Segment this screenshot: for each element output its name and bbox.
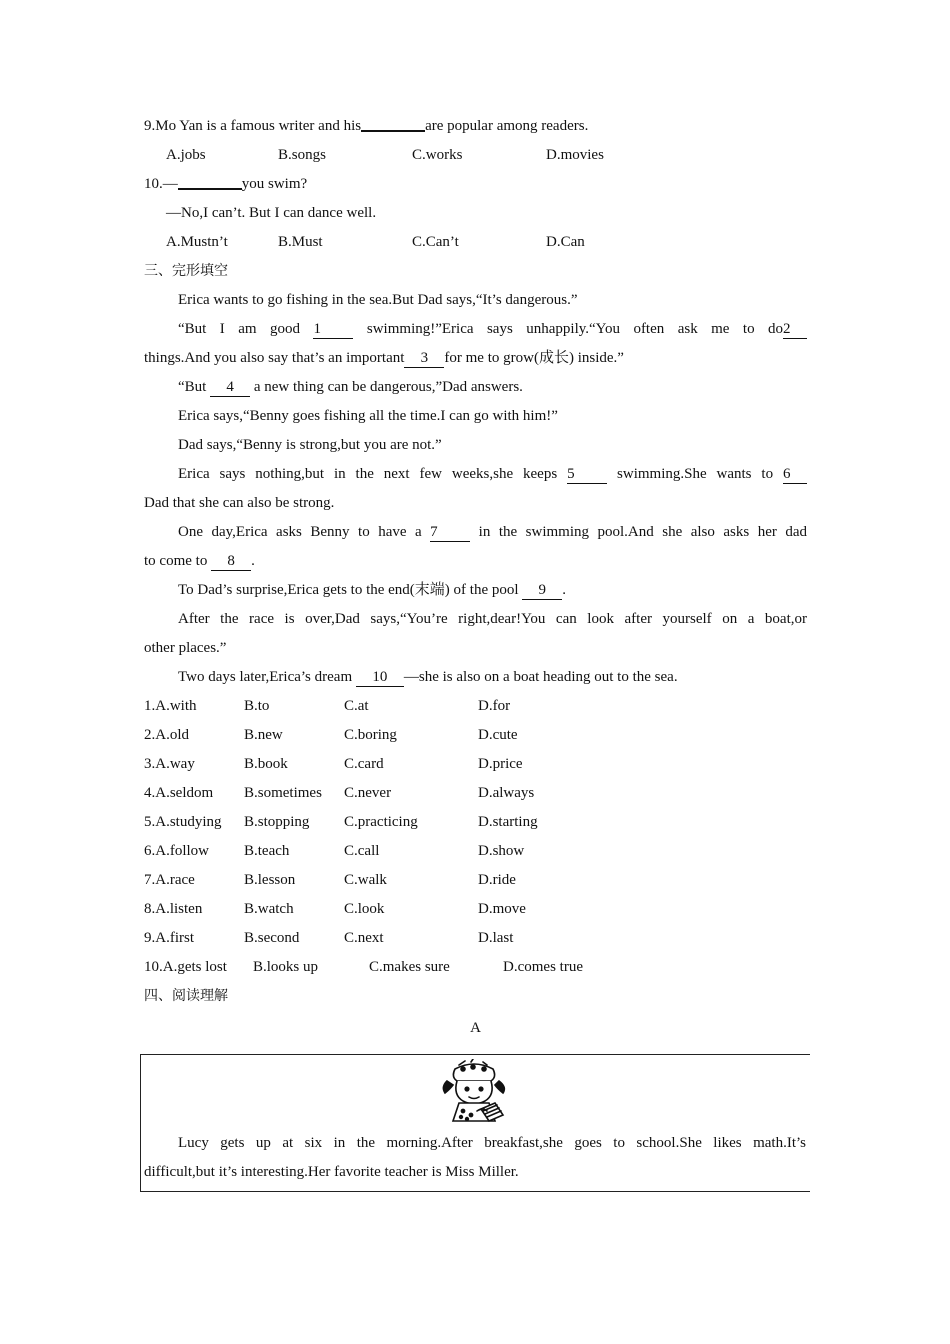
cloze-paragraph-4: Erica says,“Benny goes fishing all the time.I can go with him!” xyxy=(178,408,558,424)
blank-3: 3 xyxy=(404,349,444,368)
cloze-paragraph-2: “But I am good 1 swimming!”Erica says unhappily.“You often ask me to do2 xyxy=(144,315,807,344)
cloze-paragraph-8: To Dad’s surprise,Erica gets to the end(末端) of the pool 9 . xyxy=(178,582,567,598)
cloze-paragraph-7: One day,Erica asks Benny to have a 7 in the swimming pool.And she also asks her dad xyxy=(178,524,808,540)
blank-4: 4 xyxy=(210,378,250,397)
option-a: A.Mustn’t xyxy=(166,234,228,250)
answer-row-2: 2.A.old B.new C.boring D.cute xyxy=(144,727,518,743)
answer-row-1: 1.A.with B.to C.at D.for xyxy=(144,698,511,714)
option-c: C.Can’t xyxy=(412,234,459,250)
answer-blank xyxy=(178,174,242,190)
question-10-options xyxy=(144,228,807,257)
cloze-paragraph-7-cont: to come to 8 . xyxy=(144,553,255,569)
option-d: D.Can xyxy=(546,234,585,250)
blank-5: 5 xyxy=(567,465,607,484)
reading-passage-box xyxy=(140,1054,810,1192)
cloze-paragraph-9: After the race is over,Dad says,“You’re right,dear!You can look after yourself on a boat,or xyxy=(178,611,807,627)
passage-line-2: difficult,but it’s interesting.Her favorite teacher is Miss Miller. xyxy=(144,1164,519,1180)
worksheet-page xyxy=(144,112,807,1046)
cloze-paragraph-6: Erica says nothing,but in the next few weeks,she keeps 5 swimming.She wants to 6 xyxy=(144,460,807,489)
answer-row-10: 10.A.gets lost B.looks up C.makes sure D.comes true xyxy=(144,959,583,975)
passage-line-1: Lucy gets up at six in the morning.After breakfast,she goes to school.She likes math.It’s xyxy=(178,1135,806,1151)
blank-9: 9 xyxy=(522,581,562,600)
answer-row-5: 5.A.studying B.stopping C.practicing D.starting xyxy=(144,814,538,830)
cloze-paragraph-5: Dad says,“Benny is strong,but you are not.” xyxy=(178,437,442,453)
option-d: D.movies xyxy=(546,147,604,163)
question-9-stem: 9.Mo Yan is a famous writer and his are popular among readers. xyxy=(144,118,589,134)
question-10-reply: —No,I can’t. But I can dance well. xyxy=(166,205,377,221)
cloze-paragraph-9-cont: other places.” xyxy=(144,640,227,656)
blank-8: 8 xyxy=(211,552,251,571)
passage-text xyxy=(144,1129,806,1187)
cloze-paragraph-1: Erica wants to go fishing in the sea.But Dad says,“It’s dangerous.” xyxy=(178,292,578,308)
cloze-paragraph-10: Two days later,Erica’s dream 10 —she is also on a boat heading out to the sea. xyxy=(178,669,678,685)
girl-reading-icon xyxy=(437,1059,511,1129)
cloze-paragraph-2-cont: things.And you also say that’s an important 3 for me to grow(成长) inside.” xyxy=(144,350,624,366)
blank-1: 1 xyxy=(313,320,353,339)
option-b: B.Must xyxy=(278,234,323,250)
blank-2: 2 xyxy=(783,320,807,339)
answer-row-3: 3.A.way B.book C.card D.price xyxy=(144,756,523,772)
answer-row-6: 6.A.follow B.teach C.call D.show xyxy=(144,843,525,859)
question-10-stem: 10.— you swim? xyxy=(144,176,308,192)
answer-blank xyxy=(361,116,425,132)
section-3-heading: 三、完形填空 xyxy=(144,263,228,279)
cloze-paragraph-6-cont: Dad that she can also be strong. xyxy=(144,495,335,511)
answer-row-7: 7.A.race B.lesson C.walk D.ride xyxy=(144,872,516,888)
section-4-heading: 四、阅读理解 xyxy=(144,988,228,1004)
blank-10: 10 xyxy=(356,668,404,687)
option-c: C.works xyxy=(412,147,463,163)
blank-6: 6 xyxy=(783,465,807,484)
answer-row-8: 8.A.listen B.watch C.look D.move xyxy=(144,901,526,917)
answer-row-4: 4.A.seldom B.sometimes C.never D.always xyxy=(144,785,535,801)
answer-row-9: 9.A.first B.second C.next D.last xyxy=(144,930,514,946)
blank-7: 7 xyxy=(430,523,470,542)
passage-label: A xyxy=(470,1020,481,1036)
option-a: A.jobs xyxy=(166,147,206,163)
cloze-paragraph-3: “But 4 a new thing can be dangerous,”Dad answers. xyxy=(178,379,523,395)
option-b: B.songs xyxy=(278,147,326,163)
question-9-options xyxy=(144,141,807,170)
